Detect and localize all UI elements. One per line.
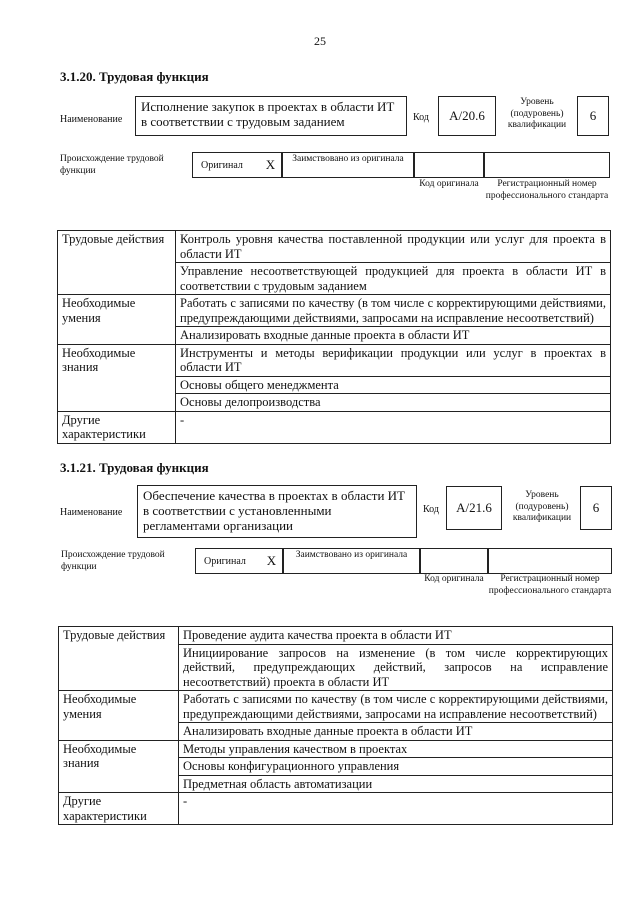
row-label: Необходимые знания: [59, 740, 179, 793]
table-row: [59, 627, 613, 645]
code-value-box: [446, 486, 502, 530]
row-item: Инициирование запросов на изменение (в том числе корректирующих действий, предупреждающих действий, запросов на исправление несоответствий) проекта в области ИТ: [179, 644, 613, 691]
row-item: Управление несоответствующей продукцией для проекта в области ИТ в соответствии с трудовым заданием: [176, 263, 611, 295]
level-value: 6: [592, 500, 600, 515]
code-value: А/21.6: [456, 500, 492, 515]
original-label-box: [195, 548, 261, 574]
table-row: [59, 793, 613, 825]
page-number: 25: [314, 34, 326, 48]
original-code-box: [414, 152, 484, 178]
function-table: [57, 230, 611, 444]
function-table: [58, 626, 613, 825]
row-label: Трудовые действия: [58, 231, 176, 295]
reg-num-caption: Регистрационный номер профессионального стандарта: [488, 574, 612, 596]
row-label: Необходимые умения: [58, 295, 176, 345]
row-item: -: [176, 411, 611, 443]
code-label: Код: [423, 504, 439, 515]
row-item: Работать с записями по качеству (в том числе с корректирующими действиями, предупреждающими действиями, запросами на исправление несоответствий): [179, 691, 613, 723]
section-heading: 3.1.20. Трудовая функция: [60, 69, 209, 84]
borrowed-label-box: [282, 152, 414, 178]
function-name: Обеспечение качества в проектах в области ИТ в соответствии с установленными регламентами организации: [143, 488, 405, 533]
function-name-box: [137, 485, 417, 538]
row-item: Анализировать входные данные проекта в области ИТ: [179, 723, 613, 741]
row-item: Основы делопроизводства: [176, 394, 611, 412]
row-item: Основы конфигурационного управления: [179, 758, 613, 776]
original-label-box: [192, 152, 260, 178]
row-label: Необходимые умения: [59, 691, 179, 741]
code-value: А/20.6: [449, 108, 485, 123]
borrowed-label-box: [283, 548, 420, 574]
table-row: [58, 231, 611, 263]
original-mark: Х: [265, 157, 276, 172]
row-item: Методы управления качеством в проектах: [179, 740, 613, 758]
reg-number-box: [488, 548, 612, 574]
table-row: [58, 411, 611, 443]
table-row: [58, 295, 611, 327]
name-label: Наименование: [60, 114, 123, 125]
row-label: Необходимые знания: [58, 344, 176, 411]
original-label: Оригинал: [204, 555, 246, 567]
original-code-box: [420, 548, 488, 574]
level-value-box: [577, 96, 609, 136]
row-item: Анализировать входные данные проекта в области ИТ: [176, 327, 611, 345]
row-item: Инструменты и методы верификации продукции или услуг в проектах в области ИТ: [176, 344, 611, 376]
orig-code-caption: Код оригинала: [419, 179, 479, 189]
level-label: Уровень (подуровень) квалификации: [512, 490, 572, 523]
orig-code-caption: Код оригинала: [424, 574, 484, 584]
level-label: Уровень (подуровень) квалификации: [507, 97, 567, 130]
name-label: Наименование: [60, 507, 123, 518]
borrowed-label: Заимствовано из оригинала: [292, 154, 404, 164]
original-label: Оригинал: [201, 159, 243, 171]
row-item: -: [179, 793, 613, 825]
row-item: Работать с записями по качеству (в том числе с корректирующими действиями, предупреждающими действиями, запросами на исправление несоответствий): [176, 295, 611, 327]
origin-label: Происхождение трудовой функции: [60, 154, 164, 176]
level-value-box: [580, 486, 612, 530]
row-item: Основы общего менеджмента: [176, 376, 611, 394]
code-label: Код: [413, 112, 429, 123]
table-row: [58, 344, 611, 376]
row-item: Предметная область автоматизации: [179, 775, 613, 793]
section-heading: 3.1.21. Трудовая функция: [60, 460, 209, 475]
original-mark-box: [261, 548, 283, 574]
reg-num-caption: Регистрационный номер профессионального стандарта: [485, 179, 609, 201]
reg-number-box: [484, 152, 610, 178]
table-row: [59, 691, 613, 723]
borrowed-label: Заимствовано из оригинала: [295, 550, 408, 560]
origin-label: Происхождение трудовой функции: [61, 550, 165, 572]
table-row: [59, 740, 613, 758]
row-label: Трудовые действия: [59, 627, 179, 691]
level-value: 6: [589, 108, 597, 123]
row-item: Контроль уровня качества поставленной продукции или услуг для проекта в области ИТ: [176, 231, 611, 263]
row-label: Другие характеристики: [59, 793, 179, 825]
row-label: Другие характеристики: [58, 411, 176, 443]
row-item: Проведение аудита качества проекта в области ИТ: [179, 627, 613, 645]
original-mark-box: [260, 152, 282, 178]
function-name: Исполнение закупок в проектах в области ИТ в соответствии с трудовым заданием: [141, 99, 395, 129]
original-mark: Х: [266, 553, 277, 568]
code-value-box: [438, 96, 496, 136]
function-name-box: [135, 96, 407, 136]
